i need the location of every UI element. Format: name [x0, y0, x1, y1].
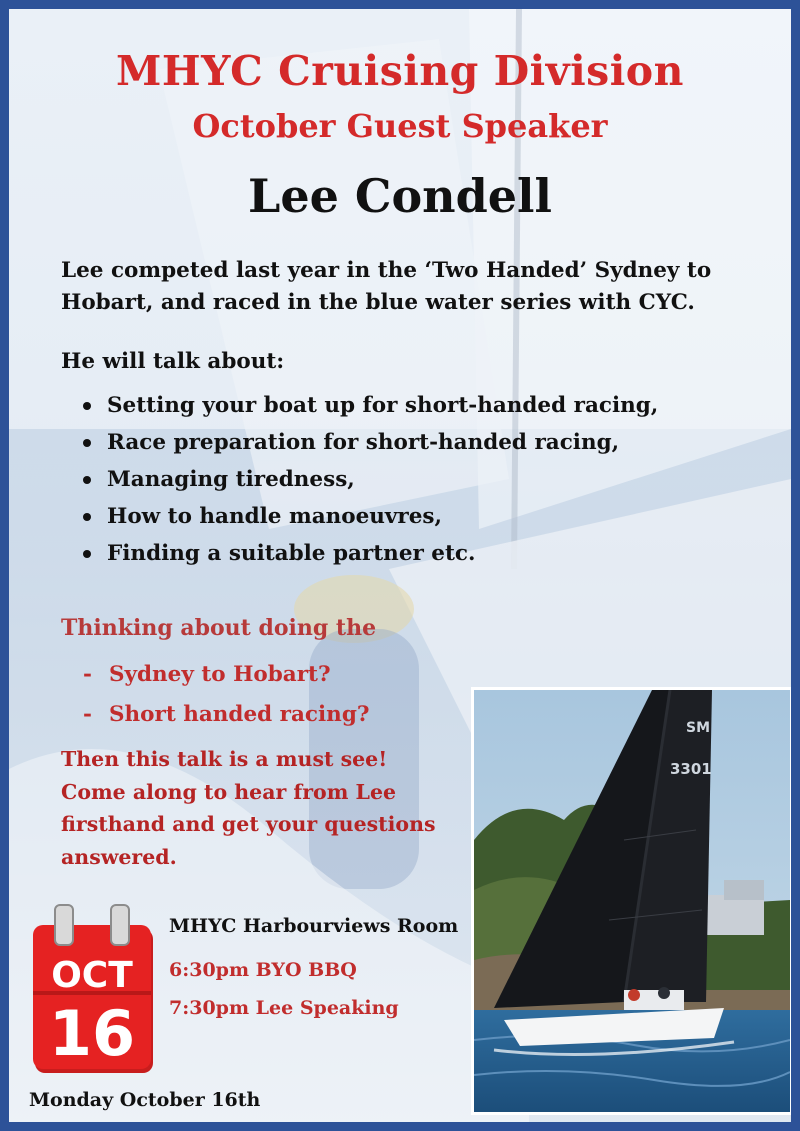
intro-line: Hobart, and raced in the blue water series with CYC. — [61, 290, 695, 315]
list-item — [83, 535, 658, 572]
topic-text: Managing tiredness, — [107, 467, 355, 492]
sail-mark: SM — [686, 720, 711, 736]
list-item — [83, 387, 658, 424]
list-item — [83, 424, 658, 461]
calendar-icon — [31, 903, 157, 1075]
cta-line: Come along to hear from Lee — [61, 779, 397, 804]
list-item — [83, 695, 369, 735]
event-speaking-time: 7:30pm Lee Speaking — [169, 997, 399, 1019]
prompt-heading: Thinking about doing the — [61, 615, 377, 641]
list-item — [83, 655, 369, 695]
page-subtitle: October Guest Speaker — [192, 107, 608, 145]
sail-number: 3301 — [670, 760, 712, 778]
topic-text: How to handle manoeuvres, — [107, 504, 443, 529]
bullet-icon — [83, 439, 91, 447]
yacht-photo — [471, 687, 793, 1115]
calendar-day: 16 — [48, 997, 136, 1070]
cta-line: firsthand and get your questions — [61, 812, 436, 836]
calendar-month: OCT — [51, 955, 133, 996]
bullet-icon — [83, 476, 91, 484]
topic-text: Setting your boat up for short-handed racing, — [107, 393, 659, 418]
cta-line: Then this talk is a must see! — [61, 747, 388, 771]
topic-list — [83, 387, 658, 572]
list-item — [83, 498, 658, 535]
intro-paragraph — [61, 255, 781, 319]
intro-line: Lee competed last year in the ‘Two Handed’ Sydney to — [61, 258, 712, 283]
cta-line: answered. — [61, 844, 177, 869]
bullet-icon — [83, 550, 91, 558]
prompt-list — [83, 655, 369, 735]
event-bbq-time: 6:30pm BYO BBQ — [169, 959, 357, 981]
dash-marker: - — [83, 662, 92, 687]
topic-text: Race preparation for short-handed racing, — [107, 430, 620, 455]
topic-text: Finding a suitable partner etc. — [107, 541, 476, 566]
event-venue: MHYC Harbourviews Room — [169, 915, 459, 937]
event-date: Monday October 16th — [29, 1089, 261, 1111]
yacht-photo-image — [474, 690, 790, 1112]
speaker-name: Lee Condell — [247, 169, 552, 223]
list-item — [83, 461, 658, 498]
dash-marker: - — [83, 702, 92, 727]
prompt-text: Sydney to Hobart? — [109, 662, 331, 687]
bullet-icon — [83, 402, 91, 410]
talk-heading: He will talk about: — [61, 349, 285, 374]
page-title: MHYC Cruising Division — [116, 47, 684, 95]
prompt-text: Short handed racing? — [109, 702, 370, 727]
call-to-action — [61, 743, 461, 873]
bullet-icon — [83, 513, 91, 521]
